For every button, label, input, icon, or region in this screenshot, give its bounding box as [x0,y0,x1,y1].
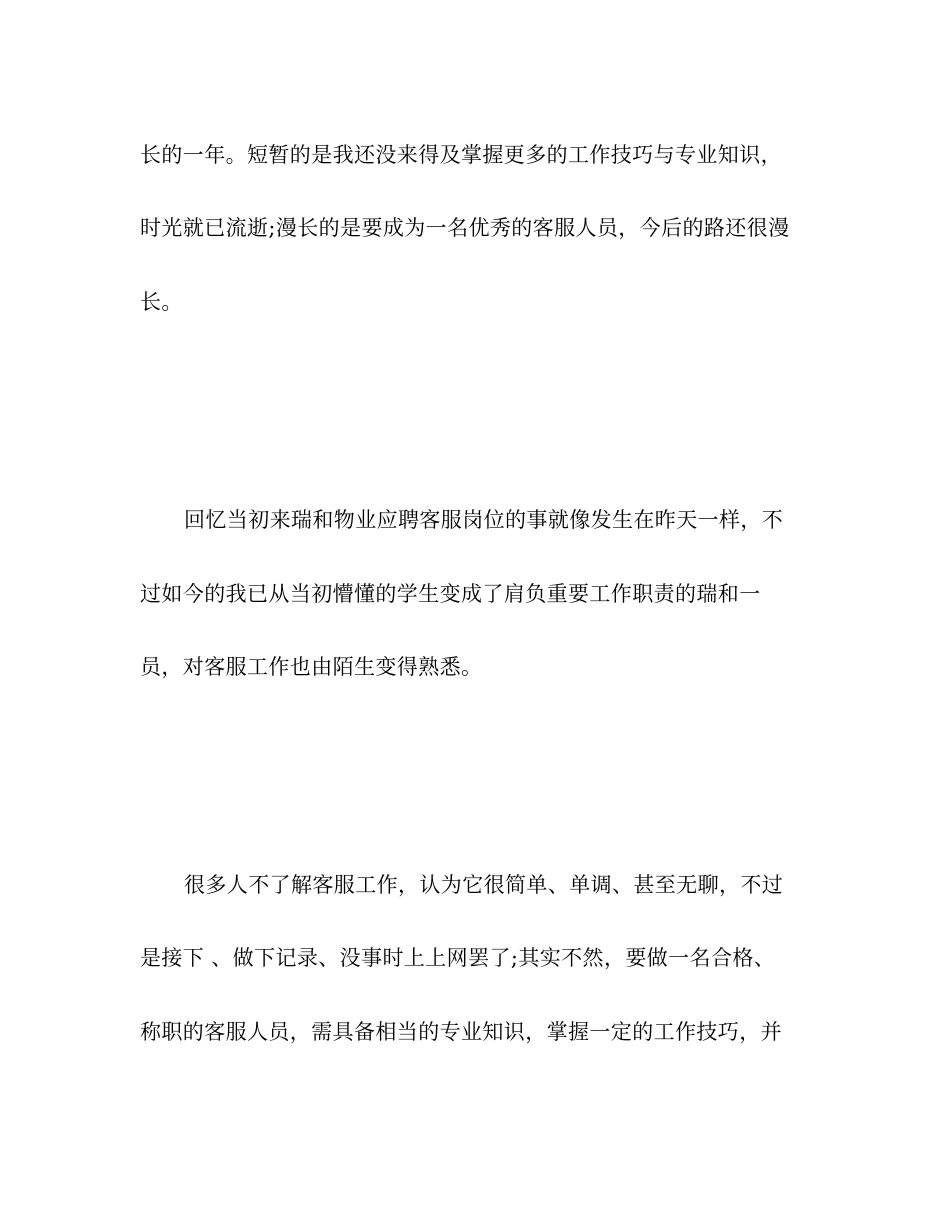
paragraph-1-line-1: 长的一年。短暂的是我还没来得及掌握更多的工作技巧与专业知识， [140,143,782,167]
paragraph-3-line-2: 是接下 、做下记录、没事时上上网罢了;其实不然，要做一名合格、 [140,946,776,970]
paragraph-3-line-1: 很多人不了解客服工作，认为它很简单、单调、甚至无聊，不过 [184,873,784,897]
paragraph-3-line-3: 称职的客服人员，需具备相当的专业知识，掌握一定的工作技巧，并 [140,1020,782,1044]
paragraph-2-line-1: 回忆当初来瑞和物业应聘客服岗位的事就像发生在昨天一样，不 [184,508,784,532]
paragraph-1-line-3: 长。 [140,290,183,314]
paragraph-2-line-2: 过如今的我已从当初懵懂的学生变成了肩负重要工作职责的瑞和一 [140,582,761,606]
paragraph-2-line-3: 员，对客服工作也由陌生变得熟悉。 [140,655,483,679]
paragraph-1-line-2: 时光就已流逝;漫长的是要成为一名优秀的客服人员，今后的路还很漫 [140,216,790,240]
